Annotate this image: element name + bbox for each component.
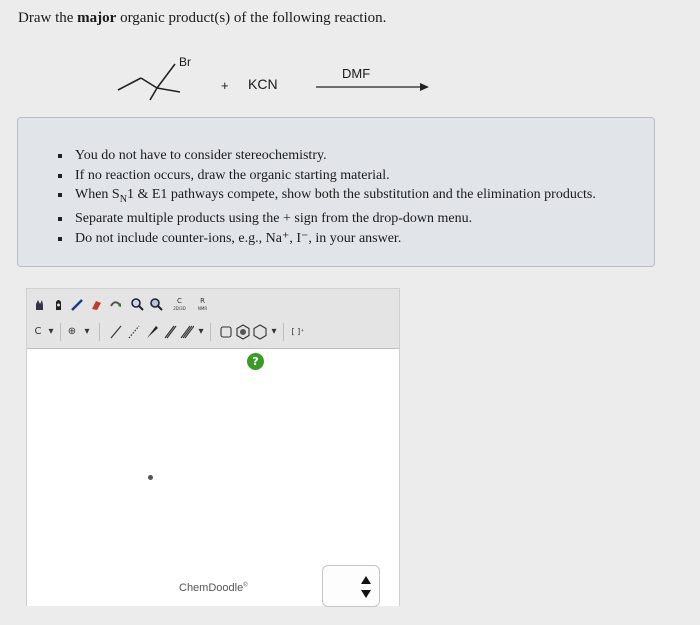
editor-toolbar-top: [27, 293, 399, 317]
solvent-label: DMF: [342, 66, 371, 81]
wedge-bond-icon[interactable]: [145, 323, 159, 341]
single-bond-icon[interactable]: [109, 323, 123, 341]
chevron-down-icon[interactable]: ▾: [198, 326, 204, 337]
bond-1: [118, 78, 141, 90]
zoom-in-icon[interactable]: [130, 297, 145, 312]
bond-methyl-1: [157, 88, 180, 92]
benzene-ring-icon[interactable]: [236, 323, 250, 341]
chemdoodle-editor: [26, 288, 400, 606]
chevron-down-icon[interactable]: ▾: [271, 326, 277, 337]
instruction-item: If no reaction occurs, draw the organic starting material.: [60, 166, 596, 186]
toolbar-divider: [60, 323, 61, 341]
instruction-item: You do not have to consider stereochemistry.: [60, 146, 596, 166]
instruction-item: Do not include counter-ions, e.g., Na⁺, I⁻, in your answer.: [60, 229, 596, 249]
instructions-box: [17, 117, 655, 267]
nmr-button[interactable]: R NMR: [197, 297, 208, 311]
double-bond-icon[interactable]: [163, 323, 177, 341]
toolbar-divider: [99, 323, 100, 341]
cyclohexane-icon[interactable]: [253, 323, 267, 341]
chevron-down-icon[interactable]: ▾: [84, 326, 90, 337]
chemdoodle-brand: ChemDoodle®: [179, 582, 248, 594]
charge-button[interactable]: ⊕: [67, 326, 77, 337]
bond-2: [141, 78, 157, 88]
undo-icon[interactable]: [108, 297, 123, 312]
chevron-down-icon[interactable]: ▾: [48, 326, 54, 337]
canvas-marker: [148, 475, 153, 480]
plus-sign: +: [221, 78, 229, 93]
help-button[interactable]: ?: [247, 353, 264, 370]
erase-icon[interactable]: [89, 297, 104, 312]
hand-tool-icon[interactable]: [32, 297, 47, 312]
hashed-bond-icon[interactable]: [127, 323, 141, 341]
up-down-arrows-icon[interactable]: [360, 575, 372, 599]
bond-to-br: [157, 64, 175, 88]
toolbar-divider: [283, 323, 284, 341]
lasso-tool-icon[interactable]: [51, 297, 66, 312]
reaction-scheme: [0, 40, 700, 110]
instructions-list: [60, 146, 596, 248]
product-stepper[interactable]: [322, 565, 380, 607]
triple-bond-icon[interactable]: [180, 323, 194, 341]
bracket-charge-button[interactable]: [ ]⁺: [291, 327, 305, 336]
toolbar-divider: [210, 323, 211, 341]
element-selector[interactable]: C: [34, 326, 42, 337]
clean-structure-button[interactable]: C 2D/3D: [173, 297, 186, 311]
cyclopropane-icon[interactable]: [219, 323, 233, 341]
instruction-item: Separate multiple products using the + sign from the drop-down menu.: [60, 209, 596, 229]
question-text: Draw the major organic product(s) of the following reaction.: [18, 10, 387, 26]
bond-methyl-2: [150, 88, 157, 100]
reagent-label: KCN: [248, 76, 278, 92]
reaction-arrow-head: [420, 83, 429, 91]
zoom-out-icon[interactable]: [149, 297, 164, 312]
bromine-label: Br: [179, 55, 191, 69]
instruction-item-sn1: When $S_N1$ & E1 pathways compete, show both the substitution and the elimination products.: [60, 185, 596, 209]
draw-pencil-icon[interactable]: [70, 297, 85, 312]
editor-toolbar-bottom: [27, 321, 399, 345]
